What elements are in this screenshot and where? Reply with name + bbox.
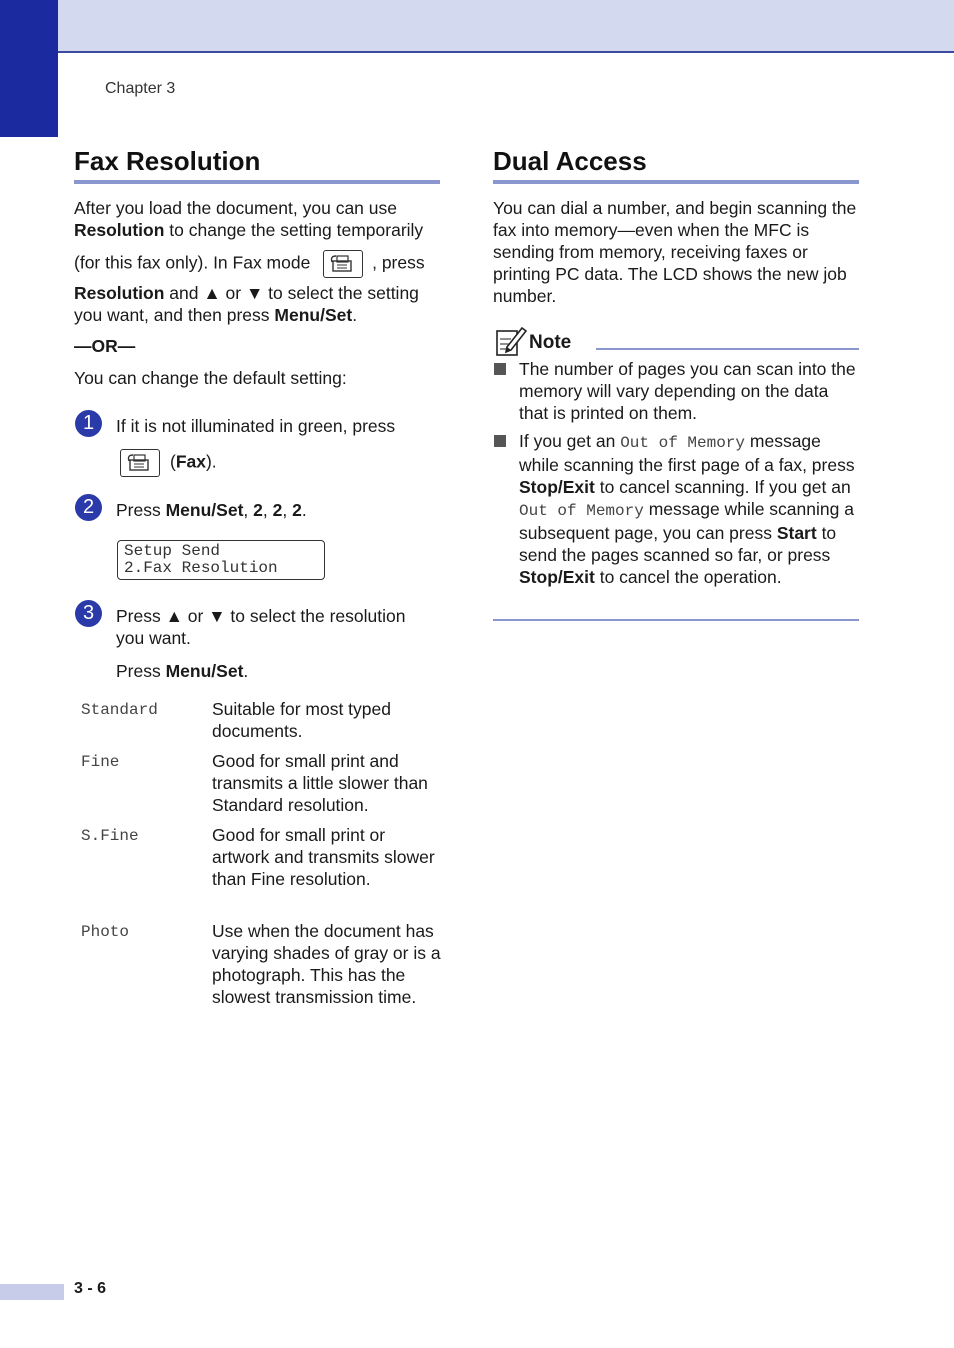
resolution-desc: Suitable for most typed documents. — [212, 699, 391, 741]
fax-resolution-title: Fax Resolution — [74, 146, 261, 176]
step-1-badge: 1 — [75, 410, 102, 437]
step-3-press: Press Menu/Set. — [116, 661, 249, 681]
step-2-badge: 2 — [75, 494, 102, 521]
step-1-text: If it is not illuminated in green, press — [116, 416, 396, 436]
or-divider-text: —OR— — [74, 336, 136, 356]
lcd-display: Setup Send 2.Fax Resolution — [117, 540, 325, 580]
bullet-marker — [494, 435, 506, 447]
page-number: 3 - 6 — [74, 1280, 107, 1297]
note-bullet-2: If you get an Out of Memory message while scanning the first page of a fax, press Stop/Exit to cancel scanning. If you get an Out of Memory message while scanning a subsequent page, you can press Start to send the pages scanned so far, or press Stop/Exit to cancel the operation. — [519, 431, 855, 587]
step-1-fax-line: (Fax). — [120, 449, 217, 477]
resolution-key: Photo — [81, 923, 130, 941]
dual-access-title: Dual Access — [493, 146, 647, 176]
resolution-key: Fine — [81, 753, 120, 771]
chapter-tab — [0, 0, 58, 137]
intro-paragraph-cont: Resolution and ▲ or ▼ to select the setting you want, and then press Menu/Set. — [74, 283, 419, 325]
note-icon — [495, 325, 527, 362]
title-rule — [74, 180, 440, 184]
resolution-desc: Good for small print or artwork and transmits slower than Fine resolution. — [212, 825, 435, 889]
title-rule — [493, 180, 859, 184]
step-3-badge: 3 — [75, 600, 102, 627]
chapter-label: Chapter 3 — [105, 80, 176, 97]
step-2-text: Press Menu/Set, 2, 2, 2. — [116, 500, 307, 520]
resolution-desc: Good for small print and transmits a little slower than Standard resolution. — [212, 751, 428, 815]
dual-access-body: You can dial a number, and begin scanning the fax into memory—even when the MFC is sending from memory, receiving faxes or printing PC data. The LCD shows the new job number. — [493, 198, 857, 306]
footer-bar — [0, 1284, 64, 1300]
intro-fax-mode-line: (for this fax only). In Fax mode , press — [74, 250, 449, 278]
note-bullet-1: The number of pages you can scan into the memory will vary depending on the data that is printed on them. — [519, 359, 856, 423]
header-band — [0, 0, 954, 53]
step-3-text: Press ▲ or ▼ to select the resolution you want. — [116, 606, 406, 648]
fax-button-icon — [120, 449, 160, 477]
resolution-key: Standard — [81, 701, 158, 719]
intro-paragraph: After you load the document, you can use Resolution to change the setting temporarily — [74, 198, 424, 240]
resolution-key: S.Fine — [81, 827, 139, 845]
default-setting-text: You can change the default setting: — [74, 368, 347, 388]
resolution-desc: Use when the document has varying shades of gray or is a photograph. This has the slowest transmission time. — [212, 921, 441, 1007]
bullet-marker — [494, 363, 506, 375]
note-title: Note — [529, 332, 572, 353]
fax-key-icon — [323, 250, 363, 278]
note-rule-top — [596, 348, 859, 350]
note-rule-bottom — [493, 619, 859, 621]
